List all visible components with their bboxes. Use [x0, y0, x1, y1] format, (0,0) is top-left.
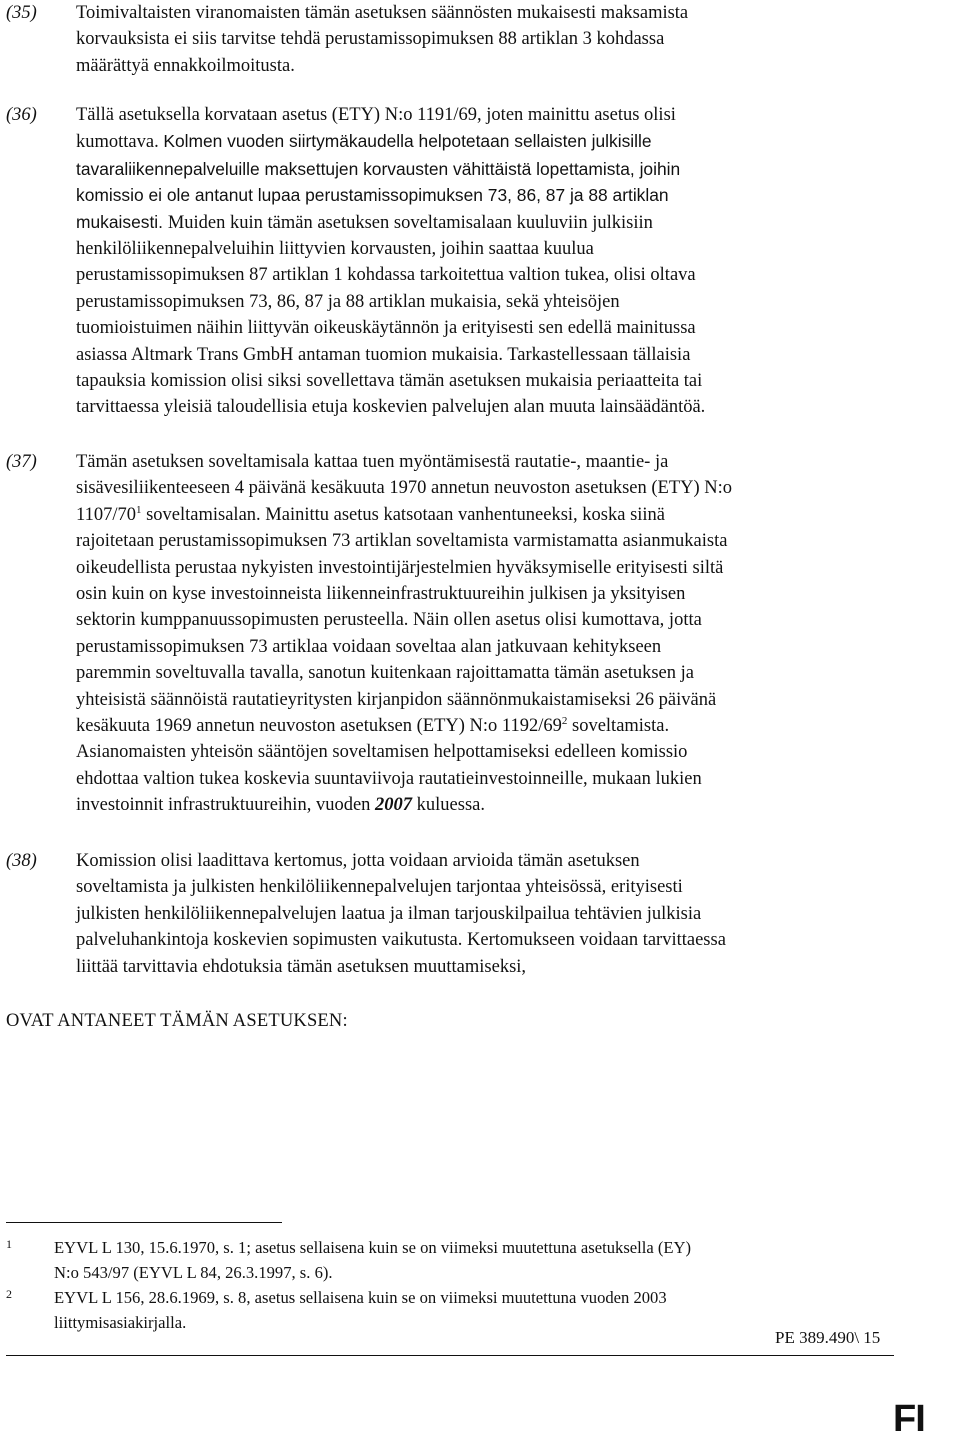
text-line: EYVL L 156, 28.6.1969, s. 8, asetus sellaisena kuin se on viimeksi muutettuna vuoden 2003 [54, 1288, 667, 1307]
text-segment: kuluessa. [412, 795, 486, 816]
text-segment: 1107/70 [76, 504, 136, 525]
enacting-heading: OVAT ANTANEET TÄMÄN ASETUKSEN: [6, 1011, 348, 1031]
text-line: liittää tarvittavia ehdotuksia tämän asetuksen muuttamiseksi, [76, 956, 527, 977]
paragraph-number: (35) [6, 3, 37, 23]
language-code: FI [893, 1398, 925, 1440]
text-line: tuomioistuimen näihin liittyvän oikeuskäytännön ja erityisesti sen edellä mainitussa [76, 318, 696, 339]
text-line [76, 128, 906, 155]
text-line: yhteisistä säännöistä rautatieyritysten kirjanpidon säännönmukaistamiseksi 26 päivänä [76, 689, 717, 710]
text-line: tavaraliikennepalveluille maksettujen korvausten vähittäistä lopettamista, joihin [76, 158, 681, 179]
text-line: tarvittaessa yleisiä taloudellisia etuja koskevien palvelujen alan muuta lainsäädäntöä. [76, 397, 706, 418]
paragraph-text [76, 0, 906, 79]
paragraph-text [76, 848, 906, 980]
text-line: henkilöliikennepalveluihin liittyvien korvausten, joihin saattaa kuulua [76, 239, 594, 260]
text-line: rajoitetaan perustamissopimuksen 73 artiklan soveltamista varmistamatta asianmukaista [76, 531, 728, 552]
text-line: julkisten henkilöliikennepalvelujen laatua ja ilman tarjouskilpailua tehtävien julkisia [76, 903, 702, 924]
text-segment: soveltamisalan. Mainittu asetus katsotaan vanhentuneeksi, koska siinä [141, 504, 666, 525]
text-line [76, 502, 906, 528]
text-line [76, 713, 906, 739]
text-line: N:o 543/97 (EYVL L 84, 26.3.1997, s. 6). [54, 1262, 333, 1282]
page-reference: PE 389.490\ 15 [775, 1328, 881, 1347]
text-segment: Muiden kuin tämän asetuksen soveltamisalaan kuuluviin julkisiin [167, 212, 653, 233]
text-line: komissio ei ole antanut lupaa perustamissopimuksen 73, 86, 87 ja 88 artiklan [76, 185, 669, 206]
text-line: sektorin kumppanuussopimusten perusteella. Näin ollen asetus olisi kumottava, jotta [76, 610, 702, 631]
footnote-ref[interactable]: 1 [135, 503, 142, 516]
text-line: paremmin soveltuvalla tavalla, sanotun kuitenkaan rajoittamatta tämän asetuksen ja [76, 663, 694, 684]
text-line: oikeudellista perustaa nykyisten investointijärjestelmien hyväksymiselle erityisesti siltä [76, 557, 724, 578]
text-line: EYVL L 130, 15.6.1970, s. 1; asetus sellaisena kuin se on viimeksi muutettuna asetuksella (EY) [54, 1238, 692, 1257]
text-line: määrättyä ennakkoilmoitusta. [76, 55, 295, 76]
text-line: asiassa Altmark Trans GmbH antaman tuomion mukaisia. Tarkastellessaan tällaisia [76, 344, 691, 365]
paragraph-number: (38) [6, 851, 37, 871]
text-line: sisävesiliikenteeseen 4 päivänä kesäkuuta 1970 annetun neuvoston asetuksen (ETY) N:o [76, 478, 733, 499]
text-segment: investoinnit infrastruktuureihin, vuoden [76, 795, 376, 816]
footer-separator [6, 1355, 894, 1356]
emphasized-year: 2007 [375, 795, 413, 816]
text-line: perustamissopimuksen 73, 86, 87 ja 88 artiklan mukaisia, sekä yhteisöjen [76, 291, 620, 312]
text-line: perustamissopimuksen 73 artiklaa voidaan soveltaa alan jatkuvaan kehitykseen [76, 636, 662, 657]
footnote-number: 1 [6, 1237, 12, 1251]
text-line: osin kuin on kyse investoinneista liikenneinfrastruktuureihin julkisen ja yksityisen [76, 584, 686, 605]
text-line: Toimivaltaisten viranomaisten tämän asetuksen säännösten mukaisesti maksamista [76, 3, 689, 23]
text-line [76, 792, 906, 818]
text-line: perustamissopimuksen 87 artiklan 1 kohdassa tarkoitettua valtion tukea, olisi oltava [76, 265, 696, 286]
paragraph-text [76, 449, 906, 819]
footnote-number: 2 [6, 1287, 12, 1301]
footnote-text [54, 1236, 904, 1285]
paragraph-number: (36) [6, 105, 37, 125]
text-line: liittymisasiakirjalla. [54, 1312, 187, 1332]
text-segment: kesäkuuta 1969 annetun neuvoston asetuksen (ETY) N:o 1192/69 [76, 716, 562, 737]
text-segment: kumottava. [76, 132, 164, 153]
text-line: Tämän asetuksen soveltamisala kattaa tuen myöntämisestä rautatie-, maantie- ja [76, 452, 669, 472]
paragraph-number: (37) [6, 452, 37, 472]
text-line: soveltamista ja julkisten henkilöliikennepalvelujen tarjontaa yhteisössä, erityisesti [76, 877, 683, 898]
text-line: korvauksista ei siis tarvitse tehdä perustamissopimuksen 88 artiklan 3 kohdassa [76, 29, 665, 50]
text-segment-sans: Kolmen vuoden siirtymäkaudella helpotetaan sellaisten julkisille [163, 131, 652, 152]
text-line: Tällä asetuksella korvataan asetus (ETY) N:o 1191/69, joten mainittu asetus olisi [76, 105, 676, 125]
text-line: palveluhankintoja koskevien sopimusten vaikutusta. Kertomukseen voidaan tarvittaessa [76, 930, 726, 951]
paragraph-text [76, 102, 906, 421]
text-segment-sans: mukaisesti. [76, 211, 168, 232]
footnote-ref[interactable]: 2 [561, 715, 568, 728]
text-line: ehdottaa valtion tukea koskevia suuntaviivoja rautatieinvestoinneille, mukaan lukien [76, 768, 702, 789]
footnote-separator [6, 1222, 282, 1223]
text-line [76, 209, 906, 236]
text-line: Asianomaisten yhteisön sääntöjen soveltamisen helpottamiseksi edelleen komissio [76, 742, 688, 763]
text-segment: soveltamista. [567, 716, 670, 737]
text-line: tapauksia komission olisi siksi sovellettava tämän asetuksen mukaisia periaatteita tai [76, 371, 703, 392]
text-line: Komission olisi laadittava kertomus, jotta voidaan arvioida tämän asetuksen [76, 851, 640, 871]
